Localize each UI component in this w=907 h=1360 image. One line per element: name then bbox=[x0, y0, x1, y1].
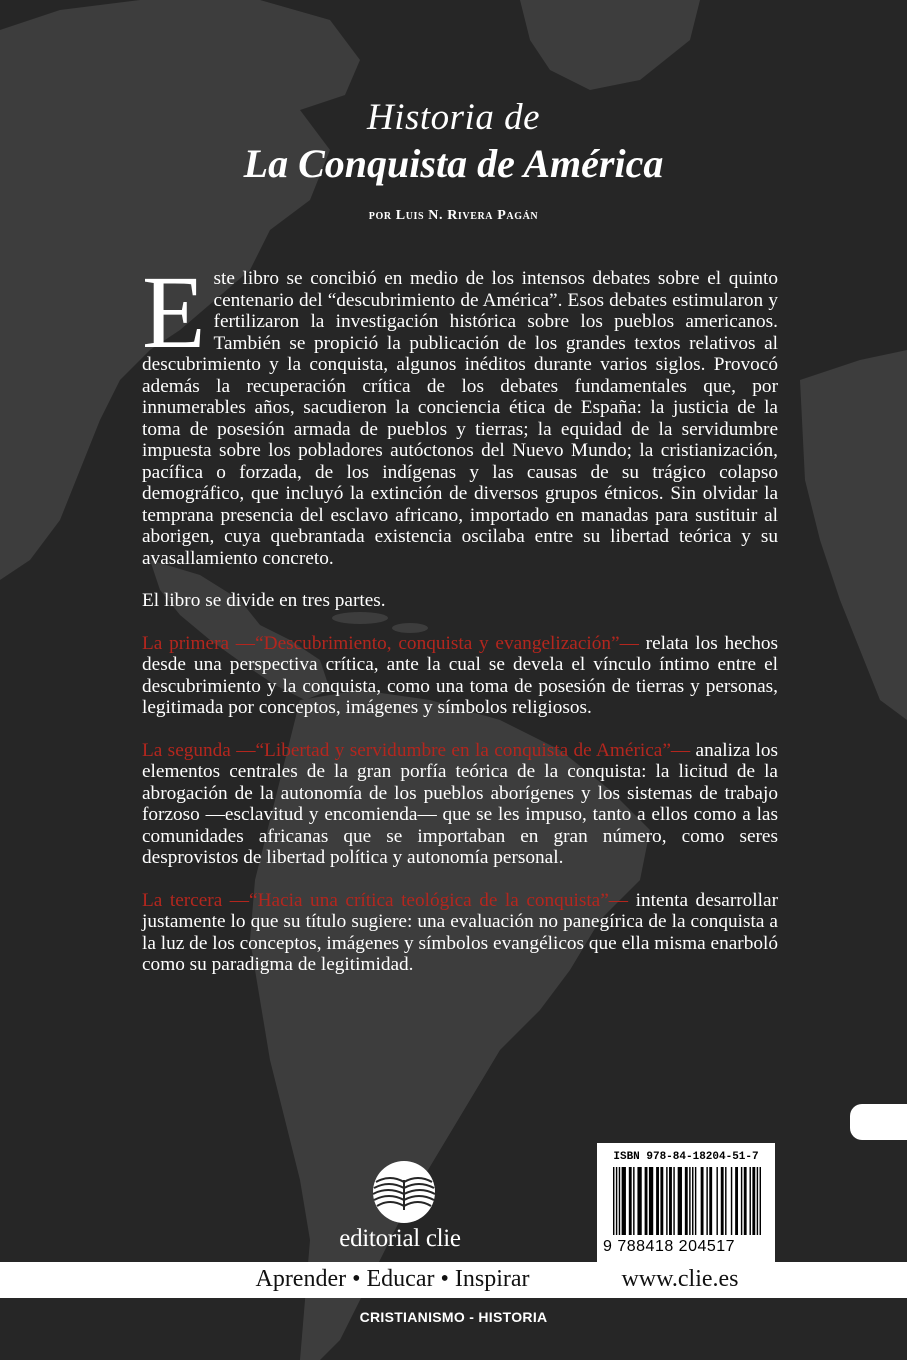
barcode-bar bbox=[706, 1167, 707, 1235]
barcode-bar bbox=[669, 1167, 672, 1235]
barcode-bar bbox=[689, 1167, 690, 1235]
part-1-paragraph bbox=[142, 633, 778, 719]
barcode-bar bbox=[750, 1167, 751, 1235]
barcode-bar bbox=[692, 1167, 693, 1235]
barcode-bar bbox=[701, 1167, 704, 1235]
map-greenland bbox=[520, 0, 700, 90]
barcode-bar bbox=[673, 1167, 674, 1235]
barcode-bar bbox=[633, 1167, 634, 1235]
parts-intro: El libro se divide en tres partes. bbox=[142, 590, 386, 611]
barcode-bar bbox=[731, 1167, 732, 1235]
barcode-bar bbox=[721, 1167, 724, 1235]
barcode-bar bbox=[619, 1167, 620, 1235]
barcode-bar bbox=[666, 1167, 667, 1235]
barcode-bar bbox=[637, 1167, 641, 1235]
barcode-panel bbox=[597, 1143, 775, 1264]
barcode-bar bbox=[695, 1167, 696, 1235]
barcode-bar bbox=[741, 1167, 742, 1235]
barcode-bar bbox=[685, 1167, 688, 1235]
barcode-bar bbox=[709, 1167, 712, 1235]
barcode-bar bbox=[622, 1167, 626, 1235]
barcode-bar bbox=[752, 1167, 755, 1235]
intro-text: ste libro se concibió en medio de los intensos debates sobre el quinto centenario del “descubrimiento de América”. Esos debates estimularon y fertilizaron la investigación histórica sobre los pueblos americanos. También se propició la publicación de los grandes textos relativos al descubrimiento y la conquista, algunos inéditos durante varios siglos. Provocó además la recuperación crítica de los debates fundamentales que, por innumerables años, sacudieron la conciencia ética de España: la justicia de la toma de posesión armada de pueblos y tierras; la equidad de la servidumbre impuesta sobre los pobladores autóctonos del Nuevo Mundo; la cristianización, pacífica o forzada, de los indígenas y las causas de su trágico colapso demográfico, que incluyó la extinción de diversos grupos étnicos. Sin olvidar la temprana presencia del esclavo africano, importado en manadas para sustituir al aborigen, cuya quebrantada existencia oscilaba entre su libertad teórica y su avasallamiento concreto. bbox=[142, 268, 778, 569]
part-3-paragraph bbox=[142, 890, 778, 976]
part-2-highlight: La segunda —“Libertad y servidumbre en la conquista de América”— bbox=[142, 739, 691, 761]
barcode-bar bbox=[735, 1167, 738, 1235]
barcode-bar bbox=[645, 1167, 648, 1235]
part-2-text: analiza los elementos centrales de la gran porfía teórica de la conquista: la licitud de la abrogación de la autonomía de los pueblos aborígenes y los sistemas de trabajo forzoso —esclavitud y encomienda— que se les impuso, tanto a ellos como a las comunidades africanas que se importaban en gran número, como seres desprovistos de libertad política y autonomía personal. bbox=[142, 739, 778, 868]
website-link[interactable]: www.clie.es bbox=[621, 1266, 739, 1292]
map-africa bbox=[800, 350, 907, 720]
part-1-highlight: La primera —“Descubrimiento, conquista y evangelización”— bbox=[142, 632, 639, 654]
blurb bbox=[142, 255, 779, 997]
author-line: por Luis N. Rivera Pagán bbox=[368, 208, 539, 223]
barcode-bar bbox=[760, 1167, 761, 1235]
barcode-bar bbox=[656, 1167, 659, 1235]
barcode-bar bbox=[757, 1167, 758, 1235]
open-book-globe-icon bbox=[362, 1160, 446, 1224]
barcode-bar bbox=[744, 1167, 747, 1235]
motto: Aprender • Educar • Inspirar bbox=[255, 1266, 530, 1292]
barcode-bar bbox=[616, 1167, 617, 1235]
barcode-bar bbox=[660, 1167, 663, 1235]
title-line-2: La Conquista de América bbox=[243, 141, 664, 186]
barcode-bar bbox=[725, 1167, 726, 1235]
part-3-text: intenta desarrollar justamente lo que su título sugiere: una evaluación no panegírica de la conquista a la luz de los conceptos, imágenes y símbolos evangélicos que ella misma enarboló como su paradigma de legitimidad. bbox=[142, 889, 778, 975]
barcode-bar bbox=[716, 1167, 717, 1235]
part-1-text: relata los hechos desde una perspectiva crítica, ante la cual se devela el vínculo íntimo entre el descubrimiento y la conquista, como una toma de posesión de tierras y personas, legitimada por conceptos, imágenes y símbolos religiosos. bbox=[142, 632, 779, 718]
footer-band bbox=[0, 1262, 907, 1298]
side-tab bbox=[850, 1104, 907, 1140]
intro-paragraph bbox=[142, 255, 778, 569]
part-2-paragraph bbox=[142, 740, 778, 869]
drop-cap: E bbox=[142, 255, 206, 370]
barcode-bar bbox=[649, 1167, 653, 1235]
isbn-label: ISBN 978-84-18204-51-7 bbox=[613, 1151, 759, 1163]
barcode-bar bbox=[613, 1167, 614, 1235]
part-3-highlight: La tercera —“Hacia una crítica teológica de la conquista”— bbox=[142, 889, 629, 911]
title-line-1: Historia de bbox=[366, 97, 541, 138]
barcode-bar bbox=[629, 1167, 632, 1235]
publisher-name: editorial clie bbox=[339, 1225, 461, 1252]
barcode-digits: 9 788418 204517 bbox=[603, 1238, 736, 1255]
category-label: CRISTIANISMO - HISTORIA bbox=[359, 1309, 548, 1325]
barcode-bar bbox=[678, 1167, 682, 1235]
barcode-bars bbox=[613, 1167, 763, 1237]
